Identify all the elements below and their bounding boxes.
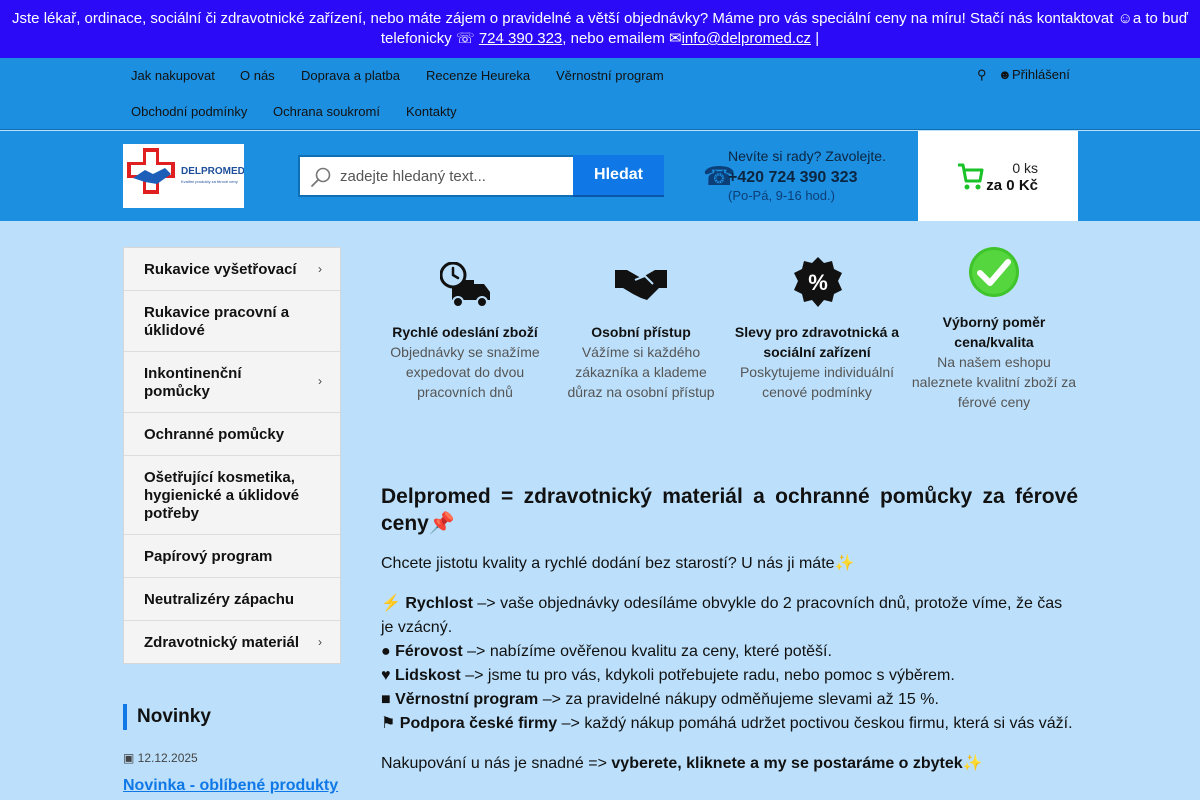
- chevron-right-icon: ›: [318, 374, 322, 388]
- announcement-text-middle: , nebo emailem: [562, 30, 669, 47]
- category-label: Neutralizéry zápachu: [144, 591, 295, 608]
- benefit-title: Podpora české firmy: [399, 715, 558, 732]
- closing-paragraph: [381, 752, 1078, 776]
- news-date: [123, 751, 198, 765]
- cart-count: 0 ks: [1012, 160, 1038, 176]
- logo-tagline: Kvalitní produkty za férové ceny: [181, 179, 238, 184]
- announcement-bar: [0, 0, 1200, 58]
- benefit-text: –> za pravidelné nákupy odměňujeme slevami až 15 %.: [538, 691, 939, 708]
- svg-text:%: %: [808, 270, 828, 295]
- pin-icon: 📌: [428, 512, 456, 535]
- nav-link-recenze-heureka[interactable]: Recenze Heureka: [426, 68, 531, 83]
- category-label: Zdravotnický materiál: [144, 634, 300, 651]
- benefit-title: Věrnostní program: [395, 691, 539, 708]
- cart-icon: [956, 161, 984, 191]
- nav-link-vernostni-program[interactable]: Věrnostní program: [556, 68, 664, 83]
- search-input[interactable]: [340, 157, 570, 195]
- benefit-title: Lidskost: [394, 667, 461, 684]
- category-item-neutralizery-zapachu[interactable]: [124, 578, 340, 621]
- phone-icon: ☎: [703, 161, 736, 191]
- heart-icon: ♥: [381, 667, 395, 684]
- feature-description: Na našem eshopu naleznete kvalitní zboží za férové ceny: [911, 354, 1077, 410]
- category-item-inkontinencni-pomucky[interactable]: [124, 352, 340, 413]
- phone-hours: (Po-Pá, 9-16 hod.): [728, 188, 835, 203]
- mail-icon: ✉: [669, 30, 682, 47]
- feature-description: Vážíme si každého zákazníka a klademe důraz na osobní přístup: [567, 344, 715, 400]
- feature-title: Rychlé odeslání zboží: [392, 324, 538, 340]
- category-label: Rukavice vyšetřovací: [144, 261, 297, 278]
- benefit-text: –> každý nákup pomáhá udržet poctivou českou firmu, která si vás váží.: [557, 715, 1073, 732]
- logo-text: DELPROMED: [181, 166, 244, 177]
- green-checkmark-icon: [968, 246, 1020, 298]
- feature-discounts: [732, 322, 902, 402]
- logo-cross-handshake-icon: [123, 144, 244, 208]
- news-date-text: 12.12.2025: [137, 751, 198, 765]
- category-item-rukavice-pracovni[interactable]: [124, 291, 340, 352]
- chevron-right-icon: ›: [318, 635, 322, 649]
- feature-description: Poskytujeme individuální cenové podmínky: [739, 364, 895, 400]
- feature-price-quality: [909, 312, 1079, 412]
- coin-icon: ●: [381, 643, 396, 660]
- category-menu: [123, 247, 341, 664]
- feature-title: Osobní přístup: [591, 324, 691, 340]
- closing-bold-text: vyberete, kliknete a my se postaráme o zbytek: [611, 755, 963, 772]
- percent-badge-icon: [793, 257, 843, 307]
- nav-link-jak-nakupovat[interactable]: Jak nakupovat: [131, 68, 215, 83]
- category-item-papirovy-program[interactable]: [124, 535, 340, 578]
- news-article-link[interactable]: Novinka - oblíbené produkty: [123, 777, 339, 794]
- benefit-item: [381, 592, 1078, 640]
- page-heading-text: Delpromed = zdravotnický materiál a ochranné pomůcky za férové ceny: [381, 485, 1078, 535]
- feature-title: Výborný poměr cena/kvalita: [942, 314, 1046, 350]
- category-label: Rukavice pracovní a úklidové: [144, 304, 290, 339]
- sparkle-icon: ✨: [962, 755, 983, 772]
- feature-description: Objednávky se snažíme expedovat do dvou pracovních dnů: [390, 344, 540, 400]
- announcement-phone-link[interactable]: 724 390 323: [478, 30, 563, 47]
- page-heading: [381, 483, 1078, 537]
- nav-link-o-nas[interactable]: O nás: [240, 68, 275, 83]
- top-navigation: [0, 58, 1200, 130]
- search-icon: [310, 166, 332, 188]
- closing-text: Nakupování u nás je snadné =>: [381, 755, 612, 772]
- benefit-item: [381, 664, 1078, 688]
- nav-link-kontakty[interactable]: Kontakty: [406, 104, 457, 119]
- lightning-icon: ⚡: [381, 595, 406, 612]
- nav-link-obchodni-podminky[interactable]: Obchodní podmínky: [131, 104, 248, 119]
- site-header: [0, 131, 1200, 221]
- category-item-ochranne-pomucky[interactable]: [124, 413, 340, 456]
- delivery-truck-clock-icon: [440, 262, 491, 308]
- benefit-title: Rychlost: [405, 595, 473, 612]
- phone-icon: ☏: [455, 30, 475, 47]
- benefits-list: [381, 592, 1078, 736]
- benefit-text: –> jsme tu pro vás, kdykoli potřebujete radu, nebo pomoc s výběrem.: [460, 667, 955, 684]
- category-label: Ochranné pomůcky: [144, 426, 285, 443]
- search-toggle-icon[interactable]: ⚲: [977, 67, 987, 82]
- benefit-text: –> nabízíme ověřenou kvalitu za ceny, které potěší.: [462, 643, 832, 660]
- category-label: Inkontinenční pomůcky: [144, 365, 242, 400]
- search-box: [298, 155, 574, 197]
- benefit-item: [381, 640, 1078, 664]
- category-item-osetrujici-kosmetika[interactable]: [124, 456, 340, 535]
- feature-personal-approach: [556, 322, 726, 402]
- site-logo[interactable]: [123, 144, 244, 208]
- benefit-text: –> vaše objednávky odesíláme obvykle do 2 pracovních dnů, protože víme, že čas je vzácný.: [381, 595, 1063, 636]
- category-item-zdravotnicky-material[interactable]: [124, 621, 340, 664]
- feature-title: Slevy pro zdravotnická a sociální zařízení: [734, 324, 900, 360]
- user-icon[interactable]: ☻: [998, 67, 1012, 82]
- cart-total: za 0 Kč: [986, 177, 1038, 194]
- handshake-icon: [615, 264, 667, 304]
- benefit-item: [381, 712, 1078, 736]
- category-label: Papírový program: [144, 548, 273, 565]
- nav-link-ochrana-soukromi[interactable]: Ochrana soukromí: [273, 104, 380, 119]
- search-button[interactable]: Hledat: [573, 155, 664, 197]
- announcement-text-after: |: [811, 30, 820, 47]
- announcement-email-link[interactable]: info@delpromed.cz: [681, 30, 812, 47]
- gift-icon: ■: [381, 691, 396, 708]
- nav-link-doprava-a-platba[interactable]: Doprava a platba: [301, 68, 401, 83]
- announcement-text: Jste lékař, ordinace, sociální či zdravotnické zařízení, nebo máte zájem o pravidelné a větší objednávky? Máme pro vás speciální ceny na míru! Stačí nás kontaktovat ☺a to buď telefonicky: [12, 10, 1188, 47]
- category-item-rukavice-vysetrovaci[interactable]: [124, 248, 340, 291]
- flag-icon: ⚑: [381, 715, 400, 732]
- intro-paragraph: [381, 552, 1078, 576]
- intro-text: Chcete jistotu kvality a rychlé dodání bez starostí? U nás ji máte: [381, 555, 835, 572]
- phone-number[interactable]: +420 724 390 323: [728, 169, 858, 186]
- category-label: Ošetřující kosmetika, hygienické a úklidové potřeby: [144, 469, 300, 522]
- benefit-title: Férovost: [395, 643, 463, 660]
- login-link[interactable]: Přihlášení: [1012, 67, 1070, 82]
- chevron-right-icon: ›: [318, 262, 322, 276]
- calendar-icon: ▣: [123, 751, 138, 765]
- benefit-item: [381, 688, 1078, 712]
- phone-question: Nevíte si rady? Zavolejte.: [728, 148, 886, 164]
- news-section-title: Novinky: [123, 704, 211, 730]
- star-icon: ✨: [834, 555, 855, 572]
- feature-fast-shipping: [380, 322, 550, 402]
- cart-widget[interactable]: [918, 131, 1078, 221]
